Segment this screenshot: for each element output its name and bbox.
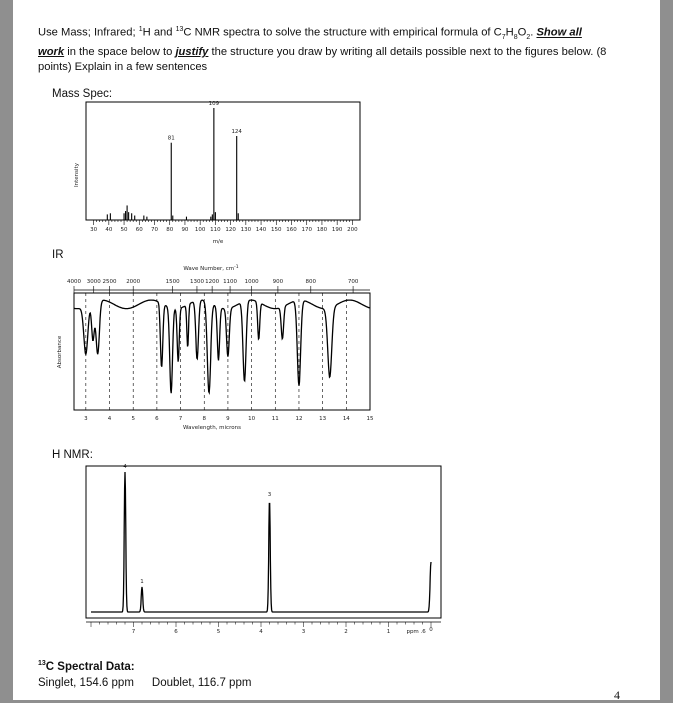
mass-xlabel: m/e: [212, 239, 224, 245]
mass-peak-label: 124: [231, 129, 242, 135]
mass-spec-heading: Mass Spec:: [52, 88, 113, 100]
ir-bottom-tick: 6: [155, 416, 159, 422]
mass-tick-label: 90: [181, 227, 189, 233]
mass-tick-label: 140: [255, 227, 267, 233]
question-text: Use Mass; Infrared; $^1$H and $^{13}$C NMR spectra to solve the structure with empirical formula of $C_7H_8O_2$. Show all work in the space below to justify the structure you draw by writing all details possible next to the figures below. (8 points) Explain in a few sentences: [38, 26, 607, 73]
nmr-tick-label: 5: [216, 629, 221, 635]
mass-tick-label: 70: [151, 227, 158, 233]
mass-ylabel: Intensity: [74, 163, 80, 187]
mass-tick-label: 180: [316, 227, 328, 233]
nmr-tick-label: 4: [259, 629, 263, 635]
nmr-axis-zero: 0: [429, 627, 433, 633]
nmr-tick-label: 7: [131, 629, 136, 635]
c13-data: [38, 656, 269, 691]
ir-bottom-tick: 14: [342, 416, 350, 422]
ir-bottom-tick: 12: [295, 416, 303, 422]
ir-bottom-tick: 9: [226, 416, 230, 422]
nmr-tick-label: 6: [174, 629, 178, 635]
mass-tick-label: 120: [225, 227, 236, 233]
nmr-axis-unit: ppm .6: [406, 629, 426, 635]
ir-xlabel: Wavelength, microns: [183, 425, 241, 431]
nmr-tick-label: 2: [344, 629, 348, 635]
nmr-integral-label: 1: [140, 579, 144, 585]
ir-top-label: Wave Number, cm: [183, 266, 235, 272]
ir-bottom-tick: 5: [131, 416, 135, 422]
ir-heading: IR: [52, 249, 64, 261]
mass-tick-label: 200: [347, 227, 358, 233]
page-number: 4: [614, 688, 620, 702]
nmr-tick-label: 1: [386, 629, 391, 635]
hnmr-heading: H NMR:: [52, 449, 93, 461]
ir-bottom-tick: 7: [178, 416, 183, 422]
mass-tick-label: 160: [286, 227, 297, 233]
ir-bottom-tick: 15: [366, 416, 374, 422]
ir-top-tick-label: 4000: [67, 279, 81, 285]
ir-top-tick-label: 1000: [244, 279, 259, 285]
mass-tick-label: 170: [301, 227, 312, 233]
ir-top-tick-label: 1200: [205, 279, 220, 285]
mass-tick-label: 80: [166, 227, 174, 233]
ir-top-tick-label: 800: [305, 279, 317, 285]
ir-top-tick-label: 1100: [223, 279, 238, 285]
mass-tick-label: 60: [135, 227, 143, 233]
mass-peak-label: 109: [208, 101, 220, 107]
ir-top-tick-label: 700: [347, 279, 359, 285]
nmr-tick-label: 3: [301, 629, 306, 635]
mass-tick-label: 150: [271, 227, 282, 233]
ir-top-tick-label: 900: [272, 279, 284, 285]
nmr-integral-label: 3: [267, 492, 272, 498]
ir-top-tick-label: 2000: [126, 279, 141, 285]
ir-bottom-tick: 4: [107, 416, 112, 422]
ir-ylabel: Absorbance: [57, 335, 63, 369]
ir-top-tick-label: 2500: [102, 279, 117, 285]
mass-tick-label: 100: [194, 227, 206, 233]
nmr-integral-label: 4: [123, 464, 127, 470]
c13-doublet: Doublet, 116.7 ppm: [151, 676, 252, 689]
ir-bottom-tick: 8: [202, 416, 206, 422]
ir-bottom-tick: 10: [248, 416, 256, 422]
mass-tick-label: 130: [240, 227, 252, 233]
mass-tick-label: 50: [120, 227, 128, 233]
mass-tick-label: 190: [331, 227, 343, 233]
mass-tick-label: 30: [90, 227, 98, 233]
ir-bottom-tick: 3: [84, 416, 88, 422]
mass-peak-label: 81: [167, 135, 175, 142]
ir-bottom-tick: 13: [319, 416, 327, 422]
ir-top-tick-label: 3000: [86, 279, 101, 285]
ir-top-label-sup: -1: [234, 265, 239, 270]
ir-top-tick-label: 1300: [189, 279, 204, 285]
c13-title: $^{13}$C Spectral Data:: [38, 660, 135, 673]
mass-tick-label: 110: [210, 227, 221, 233]
ir-bottom-tick: 11: [271, 416, 279, 422]
worksheet-page: [13, 0, 660, 700]
mass-tick-label: 40: [105, 227, 113, 233]
ir-top-tick-label: 1500: [165, 279, 180, 285]
c13-singlet: Singlet, 154.6 ppm: [38, 676, 134, 689]
